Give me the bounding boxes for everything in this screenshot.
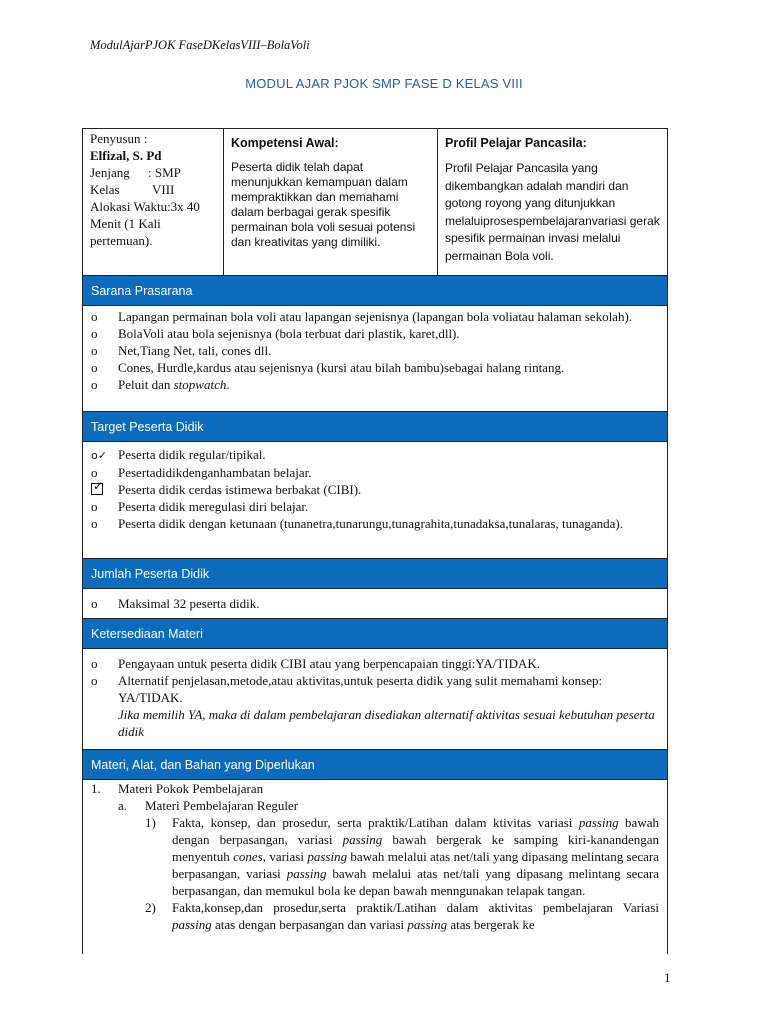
profil-text: Profil Pelajar Pancasila yang dikembangkan adalah mandiri dan gotong royong yang ditunjukkan melaluiprosespembelajaranvariasi gerak spesifik permainan invasi melalui permainan Bola voli. [445,161,660,263]
kelas-value: VIII [152,182,175,197]
bullet-marker: o [91,343,98,358]
alokasi-line-3: pertemuan). [90,233,153,248]
list-item-text: Peserta didik meregulasi diri belajar. [118,499,309,514]
info-row [83,129,667,276]
peluit-suffix: . [226,377,230,392]
checked-box-icon [91,481,118,498]
item-letter: a. [118,798,128,813]
ketersediaan-note: Jika memilih YA, maka di dalam pembelajaran disediakan alternatif aktivitas sesuai kebutuhan peserta didik [118,707,655,739]
list-item-text: Pengayaan untuk peserta didik CIBI atau yang berpencapaian tinggi:YA/TIDAK. [118,656,541,671]
list-item [91,325,659,342]
list-item-text: Maksimal 32 peserta didik. [118,596,260,611]
list-item [91,359,659,376]
sub-item-number: 1) [145,815,156,830]
alokasi-line-2: Menit (1 Kali [90,216,161,231]
ketersediaan-list [83,649,667,750]
list-item-text: Peserta didik dengan ketunaan (tunanetra,tunarungu,tunagrahita,tunadaksa,tunalaras, tunaganda). [118,516,624,531]
kompetensi-heading: Kompetensi Awal: [231,136,339,150]
item-text: Materi Pembelajaran Reguler [145,798,299,813]
list-item-text: Cones, Hurdle,kardus atau sejenisnya (kursi atau bilah bambu)sebagai halang rintang. [118,360,565,375]
bullet-marker: o [91,309,98,324]
list-item [91,308,659,325]
list-item [91,672,659,706]
list-item-text: Lapangan permainan bola voli atau lapangan sejenisnya (lapangan bola voliatau halaman sekolah). [118,309,633,324]
bullet-marker: o [91,326,98,341]
penyusun-label: Penyusun : [90,131,148,146]
sub-item [91,899,659,933]
item-text: Materi Pokok Pembelajaran [118,781,264,796]
sub-item-text: Fakta, konsep, dan prosedur, serta praktik/Latihan dalam ktivitas variasi passing bawah dengan berpasangan, variasi passing bawah bergerak ke samping kiri-kanandengan menyentuh cones, variasi passing bawah melalui atas net/tali yang dipasang melintang secara berpasangan, variasi passing bawah melalui atas net/tali yang dipasang melintang secara berpasangan, dan memukul bola ke depan bawah menngunakan telapak tangan. [172,815,660,898]
bullet-marker: o [91,516,98,531]
numbered-item [91,780,659,797]
author-info-cell [83,129,224,275]
list-item [91,481,659,498]
list-item [91,595,659,612]
list-item-text: BolaVoli atau bola sejenisnya (bola terbuat dari plastik, karet,dll). [118,326,460,341]
list-item-text: Pesertadidikdenganhambatan belajar. [118,465,312,480]
bullet-marker: o [91,465,98,480]
bullet-marker: o [91,499,98,514]
bullet-marker: o [91,673,98,688]
peluit-text: Peluit dan [118,377,174,392]
list-item-text [118,376,659,393]
list-item-text: Peserta didik regular/tipikal. [118,447,266,462]
kompetensi-cell [224,129,438,275]
checkmark-icon: o✓ [91,449,107,462]
section-header-materi: Materi, Alat, dan Bahan yang Diperlukan [83,750,667,780]
author-name: Elfizal, S. Pd [90,148,162,163]
page-number: 1 [664,970,671,985]
kompetensi-text: Peserta didik telah dapat menunjukkan kemampuan dalam mempraktikkan dan memahami dalam berbagai gerak spesifik permainan bola voli sesuai potensi dan kreativitas yang dimiliki. [231,160,416,249]
bullet-marker: o [91,596,98,611]
jenjang-value: : SMP [148,165,181,180]
list-item [91,655,659,672]
jumlah-list [83,589,667,619]
list-item [91,498,659,515]
item-number: 1. [91,781,101,796]
sarana-list [83,306,667,412]
section-header-target: Target Peserta Didik [83,412,667,442]
list-item [91,342,659,359]
list-item [91,376,659,393]
target-list [83,442,667,559]
alokasi-line-1: Alokasi Waktu:3x 40 [90,199,200,214]
sub-item [91,814,659,899]
running-head: ModulAjarPJOK FaseDKelasVIII–BolaVoli [90,38,310,52]
profil-heading: Profil Pelajar Pancasila: [445,136,587,150]
document-title: MODUL AJAR PJOK SMP FASE D KELAS VIII [245,76,523,91]
kelas-label: Kelas [90,182,120,197]
module-table [82,128,668,954]
sub-item-number: 2) [145,900,156,915]
lettered-item [91,797,659,814]
bullet-marker: o [91,377,98,392]
list-item [91,446,659,464]
sub-item-text: Fakta,konsep,dan prosedur,serta praktik/Latihan dalam aktivitas pembelajaran Variasi passing atas dengan berpasangan dan variasi passing atas bergerak ke [172,900,659,932]
bullet-marker: o [91,360,98,375]
kelas-row [90,181,216,198]
list-item-text: Alternatif penjelasan,metode,atau aktivitas,untuk peserta didik yang sulit memahami konsep: YA/TIDAK. [118,673,603,705]
section-header-jumlah: Jumlah Peserta Didik [83,559,667,589]
jenjang-row [90,164,216,181]
list-item [91,464,659,481]
section-header-ketersediaan: Ketersediaan Materi [83,619,667,649]
list-item-text: Peserta didik cerdas istimewa berbakat (CIBI). [118,482,362,497]
note-item [91,706,659,740]
materi-content [83,780,667,933]
list-item-text: Net,Tiang Net, tali, cones dll. [118,343,272,358]
jenjang-label: Jenjang [90,165,130,180]
section-header-sarana: Sarana Prasarana [83,276,667,306]
stopwatch-text: stopwatch [173,377,227,392]
bullet-marker: o [91,656,98,671]
profil-cell [438,129,667,275]
list-item [91,515,659,532]
